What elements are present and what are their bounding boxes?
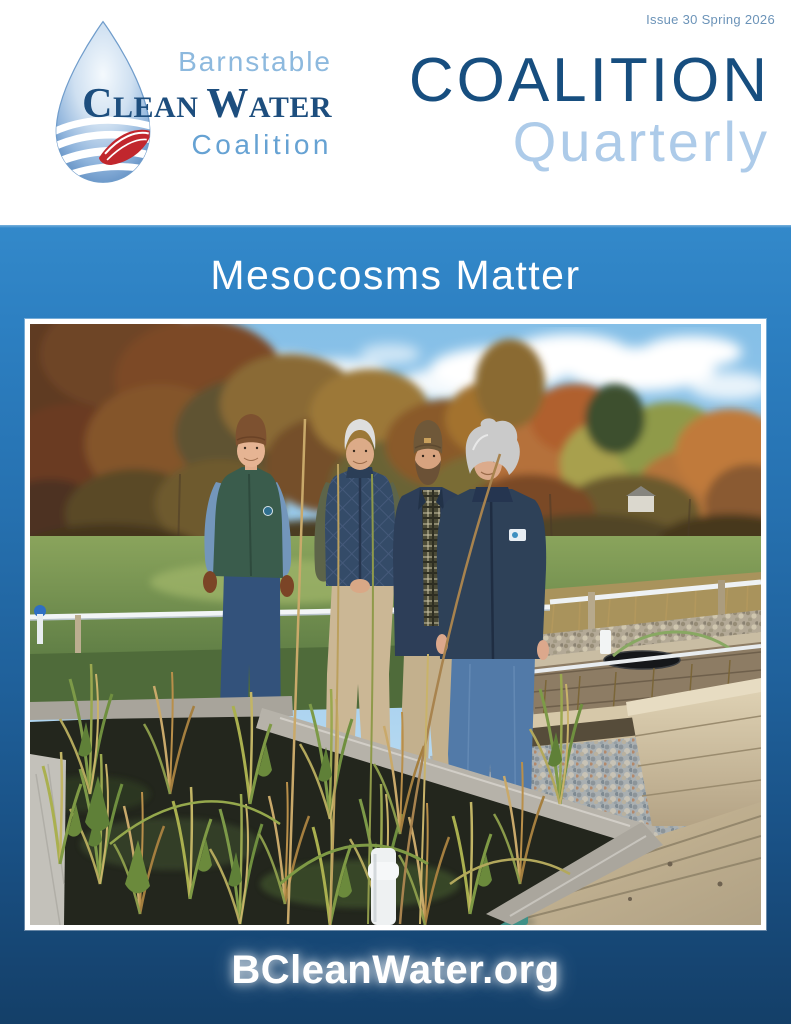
cover-body: [0, 225, 791, 1024]
cover-photo: [25, 319, 766, 930]
pvc-pipe: [368, 848, 399, 925]
newsletter-title-line1: COALITION: [408, 46, 770, 115]
newsletter-title-line2: Quarterly: [512, 110, 770, 173]
logo-clean-rest: LEAN: [113, 91, 199, 124]
newsletter-title: [408, 46, 770, 173]
cover-headline: Mesocosms Matter: [210, 252, 581, 298]
logo-org-line1: Barnstable: [178, 46, 332, 77]
masthead-band: [0, 0, 791, 225]
logo-org-line3: Coalition: [191, 129, 332, 160]
logo-clean-cap: C: [82, 81, 114, 127]
white-bottle: [600, 630, 611, 654]
issue-line: Issue 30 Spring 2026: [646, 12, 775, 27]
logo-wordmark: [58, 48, 332, 159]
logo-org-line2: [58, 83, 332, 125]
logo-water-cap: W: [206, 81, 249, 127]
logo-water-rest: ATER: [248, 91, 332, 124]
website-url: BCleanWater.org: [231, 948, 560, 992]
